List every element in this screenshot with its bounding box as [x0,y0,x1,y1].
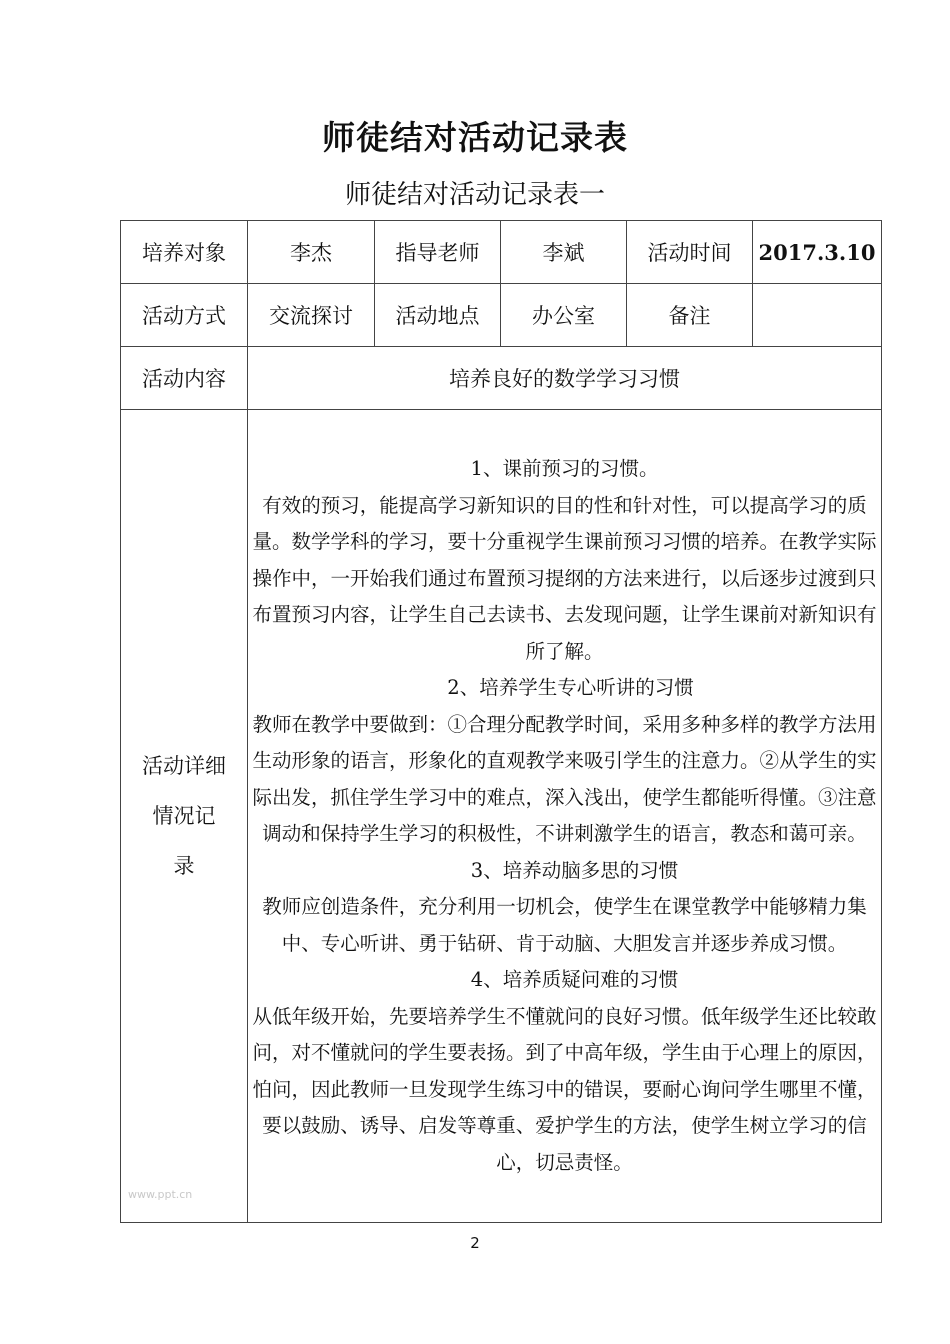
label-details-line: 活动详细 [142,754,226,778]
watermark: www.ppt.cn [128,1188,193,1201]
label-details-line: 情况记 [152,804,216,828]
details-paragraph: 教师在教学中要做到：①合理分配教学时间，采用多种多样的教学方法用生动形象的语言，形象化的直观教学来吸引学生的注意力。②从学生的实际出发，抓住学生学习中的难点，深入浅出，使学生都能听得懂。③注意调动和保持学生学习的积极性，不讲刺激学生的语言，教态和蔼可亲。 [252,712,877,845]
value-remarks [753,284,882,347]
label-activity-location: 活动地点 [375,284,501,347]
value-mentor: 李斌 [501,221,627,284]
label-activity-time: 活动时间 [627,221,753,284]
details-paragraph: 从低年级开始，先要培养学生不懂就问的良好习惯。低年级学生还比较敢问，对不懂就问的学生要表扬。到了中高年级，学生由于心理上的原因，怕问，因此教师一旦发现学生练习中的错误，要耐心询问学生哪里不懂，要以鼓励、诱导、启发等尊重、爱护学生的方法，使学生树立学习的信心，切忌责怪。 [252,1004,877,1174]
value-activity-mode: 交流探讨 [248,284,375,347]
value-activity-content: 培养良好的数学学习习惯 [248,347,882,410]
activity-details-content [248,410,882,1223]
table-row [121,284,882,347]
details-heading: 1、课前预习的习惯。 [470,457,659,480]
details-heading: 3、培养动脑多思的习惯 [470,858,679,882]
document-title: 师徒结对活动记录表 [322,118,628,157]
activity-record-table [120,220,882,1223]
value-activity-time: 2017.3.10 [753,221,882,284]
document-subtitle: 师徒结对活动记录表一 [344,180,605,210]
label-trainee: 培养对象 [121,221,248,284]
details-heading: 4、培养质疑问难的习惯 [470,968,679,991]
label-activity-details [121,410,248,1223]
table-row [121,221,882,284]
details-heading: 2、培养学生专心听讲的习惯 [447,676,694,699]
value-activity-location: 办公室 [501,284,627,347]
value-trainee: 李杰 [248,221,375,284]
details-paragraph: 教师应创造条件，充分利用一切机会，使学生在课堂教学中能够精力集中、专心听讲、勇于钻研、肯于动脑、大胆发言并逐步养成习惯。 [262,895,867,955]
label-details-line: 录 [173,854,195,878]
label-activity-content: 活动内容 [121,347,248,410]
label-mentor: 指导老师 [375,221,501,284]
table-row [121,347,882,410]
page-number: 2 [470,1234,480,1252]
label-remarks: 备注 [627,284,753,347]
details-paragraph: 有效的预习，能提高学习新知识的目的性和针对性，可以提高学习的质量。数学学科的学习，要十分重视学生课前预习习惯的培养。在教学实际操作中，一开始我们通过布置预习提纲的方法来进行，以后逐步过渡到只布置预习内容，让学生自己去读书、去发现问题，让学生课前对新知识有所了解。 [252,493,877,663]
table-row [121,410,882,1223]
label-activity-mode: 活动方式 [121,284,248,347]
